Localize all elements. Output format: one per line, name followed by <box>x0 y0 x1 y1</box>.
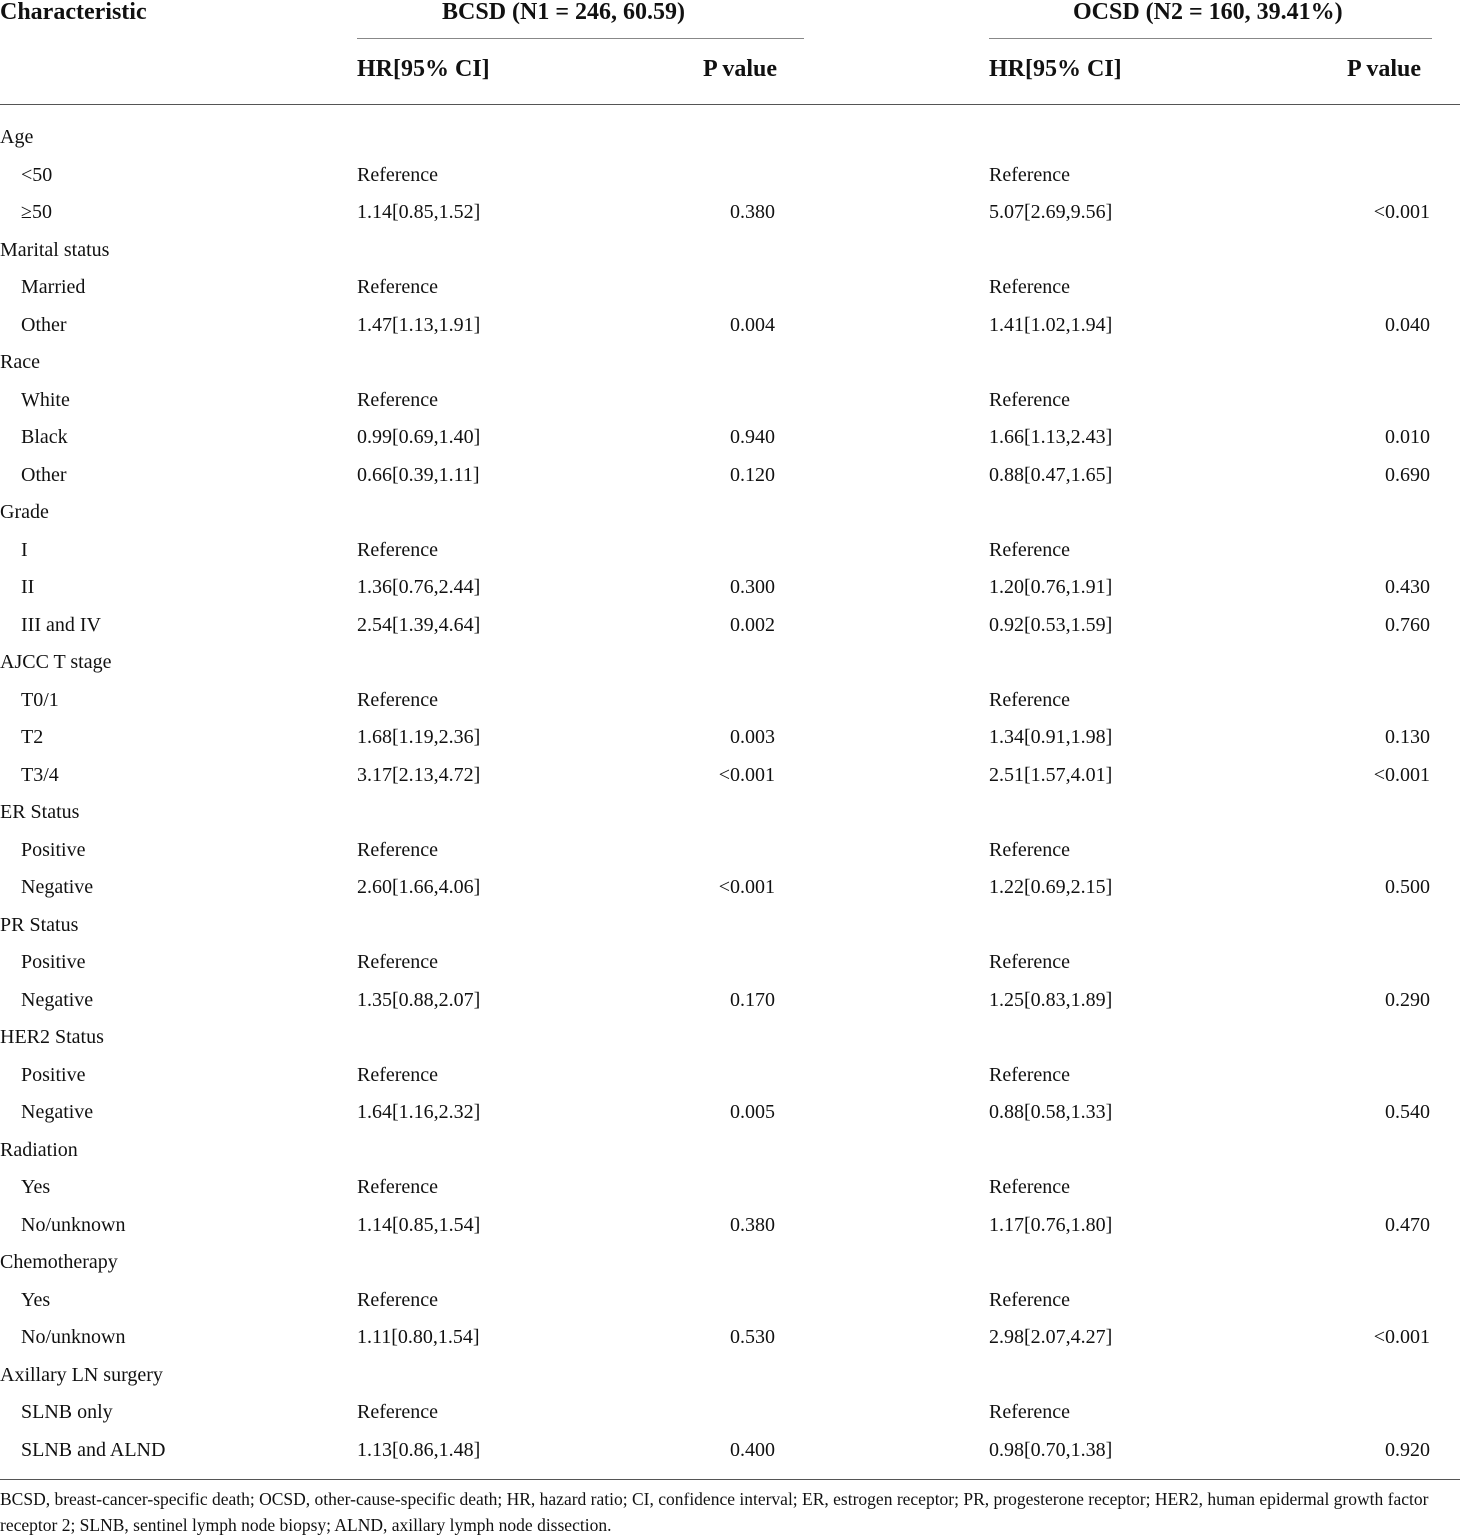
ocsd-hr-cell: Reference <box>989 163 1071 186</box>
ocsd-hr-cell: 1.20[0.76,1.91] <box>989 576 1113 598</box>
bcsd-hr-cell: Reference <box>357 838 439 861</box>
ocsd-hr-cell: 0.88[0.47,1.65] <box>989 463 1113 486</box>
bcsd-hr-cell: 1.14[0.85,1.52] <box>357 201 481 223</box>
row-sublabel: Married <box>21 276 86 298</box>
header-ocsd-group: OCSD (N2 = 160, 39.41%) <box>1073 0 1343 25</box>
row-category: PR Status <box>0 913 79 936</box>
row-category: Axillary LN surgery <box>0 1363 163 1386</box>
bcsd-hr-cell: Reference <box>357 951 439 973</box>
row-sublabel: T2 <box>21 726 44 748</box>
ocsd-p-cell: 0.430 <box>1385 576 1430 598</box>
bcsd-p-cell: 0.940 <box>730 426 775 448</box>
bcsd-hr-cell: Reference <box>357 1288 439 1311</box>
bcsd-hr-cell: Reference <box>357 276 439 298</box>
header-ocsd-p: P value <box>1347 56 1422 82</box>
row-sublabel: Other <box>21 313 67 336</box>
bcsd-hr-cell: Reference <box>357 1401 439 1423</box>
row-sublabel: SLNB only <box>21 1401 113 1423</box>
row-category: Chemotherapy <box>0 1251 118 1273</box>
row-sublabel: ≥50 <box>21 201 52 223</box>
bcsd-hr-cell: 3.17[2.13,4.72] <box>357 763 481 786</box>
bcsd-p-cell: 0.002 <box>730 613 775 636</box>
bcsd-p-cell: 0.530 <box>730 1326 775 1348</box>
header-bcsd-hr: HR[95% CI] <box>357 56 490 82</box>
header-characteristic: Characteristic <box>0 0 147 25</box>
header-bcsd-group: BCSD (N1 = 246, 60.59) <box>442 0 686 25</box>
row-sublabel: Yes <box>21 1288 51 1311</box>
bcsd-p-cell: 0.400 <box>730 1438 775 1461</box>
row-sublabel: White <box>21 388 70 411</box>
bcsd-hr-cell: 2.60[1.66,4.06] <box>357 876 481 898</box>
ocsd-hr-cell: 1.41[1.02,1.94] <box>989 313 1113 336</box>
row-sublabel: II <box>21 576 35 598</box>
bcsd-hr-cell: 1.13[0.86,1.48] <box>357 1438 481 1461</box>
ocsd-p-cell: 0.690 <box>1385 463 1430 486</box>
bcsd-p-cell: 0.380 <box>730 201 775 223</box>
row-sublabel: Negative <box>21 988 94 1011</box>
bcsd-p-cell: 0.170 <box>730 988 775 1011</box>
row-sublabel: SLNB and ALND <box>21 1438 166 1461</box>
bcsd-hr-cell: 0.99[0.69,1.40] <box>357 426 481 448</box>
bcsd-hr-cell: 2.54[1.39,4.64] <box>357 613 481 636</box>
row-category: Race <box>0 351 40 373</box>
table-bottom-rule <box>0 1479 1460 1480</box>
row-category: Radiation <box>0 1138 78 1161</box>
ocsd-hr-cell: Reference <box>989 951 1071 973</box>
header-bcsd-p: P value <box>703 56 778 82</box>
ocsd-hr-cell: 1.25[0.83,1.89] <box>989 988 1113 1011</box>
header-ocsd-hr: HR[95% CI] <box>989 56 1122 82</box>
ocsd-group-rule <box>989 38 1432 39</box>
ocsd-p-cell: 0.920 <box>1385 1438 1430 1461</box>
row-sublabel: No/unknown <box>21 1326 126 1348</box>
row-sublabel: T3/4 <box>21 763 59 786</box>
ocsd-hr-cell: 0.92[0.53,1.59] <box>989 613 1113 636</box>
bcsd-p-cell: 0.005 <box>730 1101 775 1123</box>
row-sublabel: Negative <box>21 1101 94 1123</box>
ocsd-p-cell: 0.130 <box>1385 726 1430 748</box>
bcsd-hr-cell: 1.35[0.88,2.07] <box>357 988 481 1011</box>
ocsd-hr-cell: 1.34[0.91,1.98] <box>989 726 1113 748</box>
ocsd-hr-cell: Reference <box>989 1288 1071 1311</box>
ocsd-p-cell: 0.760 <box>1385 613 1430 636</box>
row-sublabel: Black <box>21 426 68 448</box>
bcsd-hr-cell: 1.11[0.80,1.54] <box>357 1326 480 1348</box>
bcsd-group-rule <box>357 38 804 39</box>
bcsd-hr-cell: Reference <box>357 538 439 561</box>
row-category: Marital status <box>0 238 110 261</box>
ocsd-hr-cell: 1.66[1.13,2.43] <box>989 426 1113 448</box>
ocsd-hr-cell: 2.51[1.57,4.01] <box>989 763 1113 786</box>
ocsd-p-cell: 0.540 <box>1385 1101 1430 1123</box>
ocsd-hr-cell: 5.07[2.69,9.56] <box>989 201 1113 223</box>
ocsd-hr-cell: 0.98[0.70,1.38] <box>989 1438 1113 1461</box>
bcsd-hr-cell: 1.68[1.19,2.36] <box>357 726 481 748</box>
row-sublabel: Positive <box>21 1063 86 1086</box>
bcsd-hr-cell: 0.66[0.39,1.11] <box>357 463 480 486</box>
row-sublabel: Negative <box>21 876 94 898</box>
ocsd-hr-cell: Reference <box>989 838 1071 861</box>
ocsd-p-cell: <0.001 <box>1373 763 1430 786</box>
bcsd-p-cell: 0.380 <box>730 1213 775 1236</box>
ocsd-p-cell: 0.290 <box>1385 988 1430 1011</box>
ocsd-p-cell: <0.001 <box>1373 1326 1430 1348</box>
row-sublabel: T0/1 <box>21 688 59 711</box>
ocsd-p-cell: 0.470 <box>1385 1213 1430 1236</box>
bcsd-hr-cell: Reference <box>357 688 439 711</box>
row-sublabel: Yes <box>21 1176 51 1198</box>
bcsd-hr-cell: Reference <box>357 1063 439 1086</box>
bcsd-p-cell: 0.004 <box>730 313 775 336</box>
ocsd-hr-cell: Reference <box>989 688 1071 711</box>
bcsd-hr-cell: 1.47[1.13,1.91] <box>357 313 481 336</box>
bcsd-p-cell: <0.001 <box>718 876 775 898</box>
bcsd-p-cell: <0.001 <box>718 763 775 786</box>
bcsd-hr-cell: Reference <box>357 388 439 411</box>
ocsd-hr-cell: Reference <box>989 1401 1071 1423</box>
table-footnote: BCSD, breast-cancer-specific death; OCSD, other-cause-specific death; HR, hazard ratio; CI, confidence interval; ER, estrogen receptor; PR, progesterone receptor; HER2, human epidermal growth factor receptor 2; SLNB, sentinel lymph node biopsy; ALND, axillary lymph node dissection. <box>0 1489 1429 1535</box>
row-sublabel: <50 <box>21 163 53 186</box>
bcsd-p-cell: 0.120 <box>730 463 775 486</box>
ocsd-hr-cell: Reference <box>989 276 1071 298</box>
row-category: HER2 Status <box>0 1026 104 1048</box>
ocsd-p-cell: 0.040 <box>1385 313 1430 336</box>
row-category: ER Status <box>0 801 80 823</box>
row-sublabel: III and IV <box>21 613 101 636</box>
header-bottom-rule <box>0 104 1460 105</box>
bcsd-hr-cell: Reference <box>357 163 439 186</box>
bcsd-hr-cell: 1.14[0.85,1.54] <box>357 1213 481 1236</box>
ocsd-hr-cell: Reference <box>989 1176 1071 1198</box>
ocsd-hr-cell: 2.98[2.07,4.27] <box>989 1326 1113 1348</box>
row-category: AJCC T stage <box>0 651 112 673</box>
bcsd-hr-cell: Reference <box>357 1176 439 1198</box>
ocsd-p-cell: 0.500 <box>1385 876 1430 898</box>
row-sublabel: I <box>21 538 28 561</box>
ocsd-p-cell: 0.010 <box>1385 426 1430 448</box>
bcsd-hr-cell: 1.64[1.16,2.32] <box>357 1101 481 1123</box>
ocsd-hr-cell: Reference <box>989 1063 1071 1086</box>
bcsd-p-cell: 0.003 <box>730 726 775 748</box>
row-sublabel: No/unknown <box>21 1213 126 1236</box>
row-sublabel: Positive <box>21 951 86 973</box>
ocsd-hr-cell: 1.17[0.76,1.80] <box>989 1213 1113 1236</box>
row-category: Grade <box>0 501 49 523</box>
ocsd-hr-cell: 1.22[0.69,2.15] <box>989 876 1113 898</box>
bcsd-hr-cell: 1.36[0.76,2.44] <box>357 576 481 598</box>
ocsd-hr-cell: 0.88[0.58,1.33] <box>989 1101 1113 1123</box>
ocsd-hr-cell: Reference <box>989 388 1071 411</box>
row-sublabel: Other <box>21 463 67 486</box>
ocsd-hr-cell: Reference <box>989 538 1071 561</box>
row-sublabel: Positive <box>21 838 86 861</box>
ocsd-p-cell: <0.001 <box>1373 201 1430 223</box>
bcsd-p-cell: 0.300 <box>730 576 775 598</box>
row-category: Age <box>0 126 34 148</box>
